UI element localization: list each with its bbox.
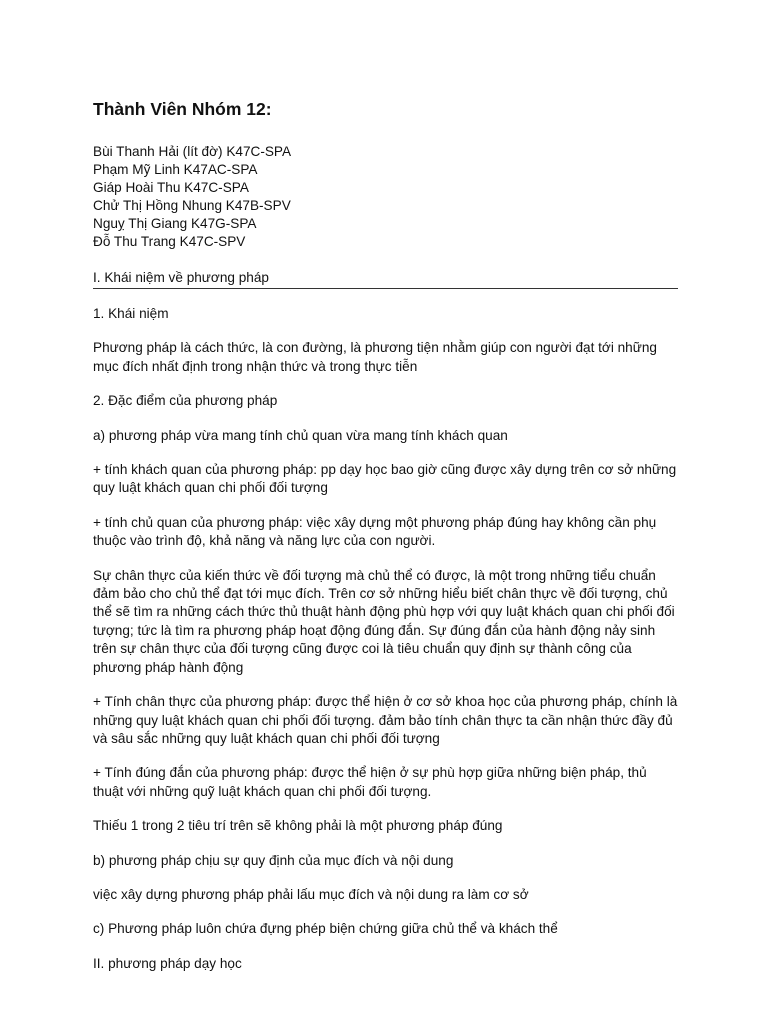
paragraph: Phương pháp là cách thức, là con đường, là phương tiện nhằm giúp con người đạt tới những mục đích nhất định trong nhận thức và trong thực tiễn bbox=[93, 340, 657, 374]
member-item: Bùi Thanh Hải (lít đờ) K47C-SPA bbox=[93, 144, 292, 159]
paragraph: Thiếu 1 trong 2 tiêu trí trên sẽ không phải là một phương pháp đúng bbox=[93, 818, 503, 834]
member-item: Phạm Mỹ Linh K47AC-SPA bbox=[93, 162, 258, 177]
member-item: Nguỵ Thị Giang K47G-SPA bbox=[93, 216, 257, 231]
member-item: Chử Thị Hồng Nhung K47B-SPV bbox=[93, 198, 291, 213]
paragraph: + tính khách quan của phương pháp: pp dạy học bao giờ cũng được xây dựng trên cơ sở những quy luật khách quan chi phối đối tượng bbox=[93, 462, 677, 496]
member-item: Đỗ Thu Trang K47C-SPV bbox=[93, 234, 246, 249]
paragraph: II. phương pháp dạy học bbox=[93, 955, 242, 971]
paragraph: + Tính chân thực của phương pháp: được thể hiện ở cơ sở khoa học của phương pháp, chính là những quy luật khách quan chi phối đối tượng. đảm bảo tính chân thực ta cần nhận thức đầy đủ và sâu sắc những quy luật khách quan chi phối đối tượng bbox=[93, 694, 678, 746]
paragraph: a) phương pháp vừa mang tính chủ quan vừa mang tính khách quan bbox=[93, 427, 508, 443]
paragraph: + Tính đúng đắn của phương pháp: được thể hiện ở sự phù hợp giữa những biện pháp, thủ thuật với những quỹ luật khách quan chi phối đối tượng. bbox=[93, 765, 647, 799]
member-list bbox=[93, 143, 678, 251]
page-title: Thành Viên Nhóm 12: bbox=[93, 99, 272, 119]
document-content bbox=[93, 98, 678, 973]
paragraph: việc xây dựng phương pháp phải lấu mục đích và nội dung ra làm cơ sở bbox=[93, 886, 529, 902]
paragraph: b) phương pháp chịu sự quy định của mục đích và nội dung bbox=[93, 852, 454, 868]
section-heading-1: I. Khái niệm về phương pháp bbox=[93, 269, 678, 289]
paragraph: Sự chân thực của kiến thức về đối tượng mà chủ thể có được, là một trong những tiểu chuẩn đảm bảo cho chủ thể đạt tới mục đích. Trên cơ sở những hiểu biết chân thực về đối tượng, chủ thể sẽ tìm ra những cách thức thủ thuật hành động phù hợp với quy luật khách quan chi phối đối tượng; tức là tìm ra phương pháp hoạt động đúng đắn. Sự đúng đắn của hành động nảy sinh trên sự chân thực của đối tượng cũng được coi là tiêu chuẩn quy định sự thành công của phương pháp hành động bbox=[93, 567, 675, 675]
paragraph: 1. Khái niệm bbox=[93, 306, 169, 321]
member-item: Giáp Hoài Thu K47C-SPA bbox=[93, 180, 249, 195]
paragraph: c) Phương pháp luôn chứa đựng phép biện chứng giữa chủ thể và khách thể bbox=[93, 921, 558, 937]
paragraph: + tính chủ quan của phương pháp: việc xây dựng một phương pháp đúng hay không cần phụ thuộc vào trình độ, khả năng và năng lực của con người. bbox=[93, 514, 657, 549]
paragraph: 2. Đặc điểm của phương pháp bbox=[93, 393, 278, 409]
